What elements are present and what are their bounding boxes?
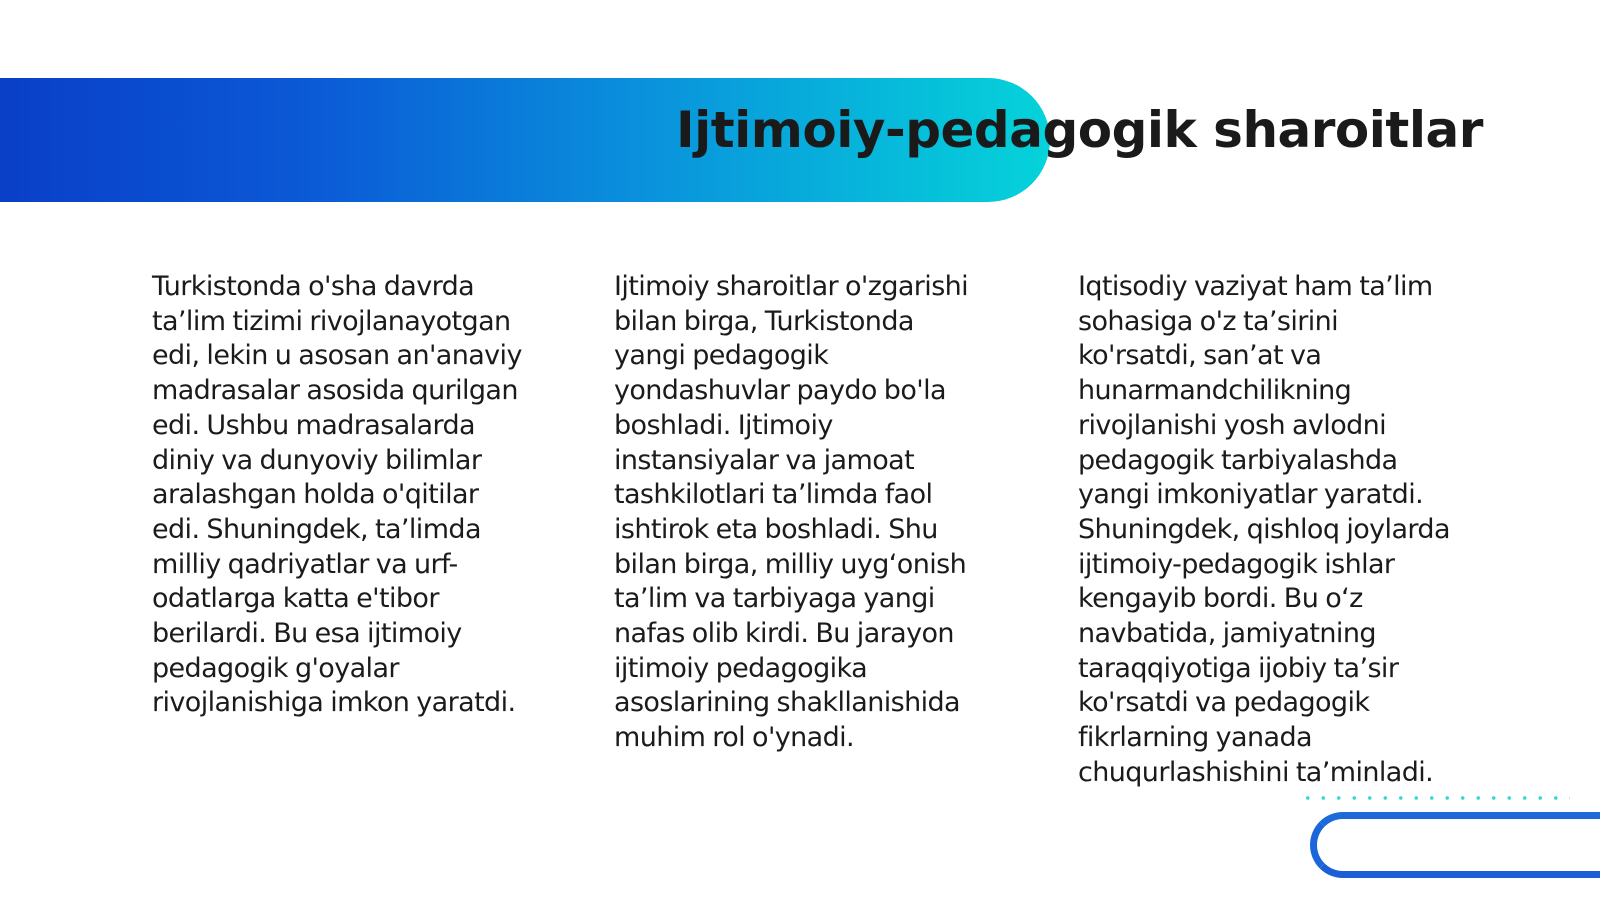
text-column-3: Iqtisodiy vaziyat ham ta’lim sohasiga o'z ta’sirini ko'rsatdi, san’at va hunarmandchilikning rivojlanishi yosh avlodni pedagogik tarbiyalashda yangi imkoniyatlar yaratdi. Shuningdek, qishloq joylarda ijtimoiy-pedagogik ishlar kengayib bordi. Bu o‘z navbatida, jamiyatning taraqqiyotiga ijobiy ta’sir ko'rsatdi va pedagogik fikrlarning yanada chuqurlashishini ta’minladi. xyxy=(1078,271,1450,788)
decorative-pill-outline xyxy=(1310,812,1600,878)
text-column-2: Ijtimoiy sharoitlar o'zgarishi bilan birga, Turkistonda yangi pedagogik yondashuvlar paydo bo'la boshladi. Ijtimoiy instansiyalar va jamoat tashkilotlari ta’limda faol ishtirok eta boshladi. Shu bilan birga, milliy uyg‘onish ta’lim va tarbiyaga yangi nafas olib kirdi. Bu jarayon ijtimoiy pedagogika asoslarining shakllanishida muhim rol o'ynadi. xyxy=(614,271,969,754)
decorative-dot-row xyxy=(1300,796,1570,800)
slide-title: Ijtimoiy-pedagogik sharoitlar xyxy=(676,101,1483,159)
text-column-1: Turkistonda o'sha davrda ta’lim tizimi rivojlanayotgan edi, lekin u asosan an'anaviy madrasalar asosida qurilgan edi. Ushbu madrasalarda diniy va dunyoviy bilimlar aralashgan holda o'qitilar edi. Shuningdek, ta’limda milliy qadriyatlar va urf-odatlarga katta e'tibor berilardi. Bu esa ijtimoiy pedagogik g'oyalar rivojlanishiga imkon yaratdi. xyxy=(152,271,522,719)
